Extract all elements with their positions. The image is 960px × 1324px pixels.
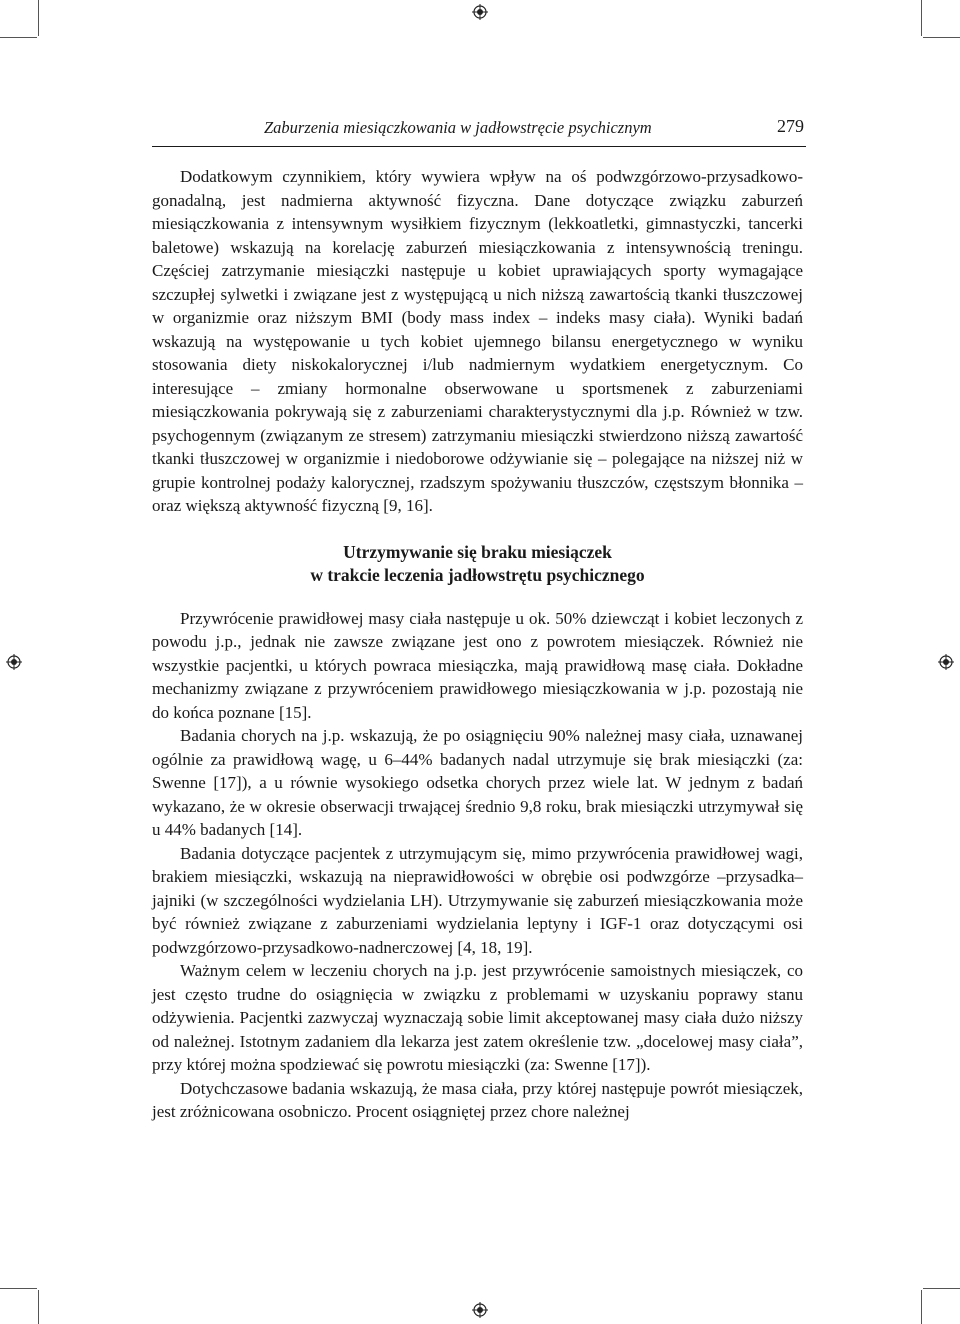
registration-mark-icon — [938, 654, 954, 670]
body-text — [152, 165, 803, 1124]
crop-mark — [38, 1290, 39, 1324]
running-title: Zaburzenia miesiączkowania w jadłowstręcie psychicznym — [264, 118, 652, 137]
crop-mark — [923, 1288, 960, 1289]
paragraph: Przywrócenie prawidłowej masy ciała następuje u ok. 50% dziewcząt i kobiet leczonych z powodu j.p., jednak nie zawsze związane jest ono z powrotem miesiączek. Również nie wszystkie pacjentki, u których powraca miesiączka, mają prawidłową masę ciała. Dokładne mechanizmy związane z przywróceniem prawidłowego miesiączkowania w j.p. pozostają nie do końca poznane [15]. — [152, 608, 803, 722]
page-number: 279 — [777, 116, 804, 136]
paragraph: Ważnym celem w leczeniu chorych na j.p. jest przywrócenie samoistnych miesiączek, co jest często trudne do osiągnięcia w związku z problemami w uzyskaniu poprawy stanu odżywienia. Pacjentki zazwyczaj wyznaczają sobie limit akceptowanej masy ciała dużo niższy od należnej. Istotnym zadaniem dla lekarza jest zatem określenie tzw. „docelowej masy ciała”, przy której można spodziewać się powrotu miesiączki (za: Swenne [17]). — [152, 961, 803, 1074]
crop-mark — [923, 37, 960, 38]
registration-mark-icon — [472, 4, 488, 20]
crop-mark — [921, 1290, 922, 1324]
crop-mark — [0, 37, 37, 38]
crop-mark — [0, 1288, 37, 1289]
section-heading — [152, 541, 803, 587]
paragraph: Badania dotyczące pacjentek z utrzymującym się, mimo przywrócenia prawidłowej wagi, brakiem miesiączki, wskazują na nieprawidłowości w obrębie osi podwzgórze –przysadka–jajniki (w szczególności wydzielania LH). Utrzymywanie się zaburzeń miesiączkowania może być również związane z zaburzeniami wydzielania leptyny i IGF-1 oraz dotyczącymi osi podwzgórzowo-przysadkowo-nadnerczowej [4, 18, 19]. — [152, 843, 803, 957]
section-heading-line: Utrzymywanie się braku miesiączek — [343, 541, 612, 562]
paragraph: Dodatkowym czynnikiem, który wywiera wpływ na oś podwzgórzowo-przysadkowo-gonadalną, jest nadmierna aktywność fizyczna. Dane dotyczące związku zaburzeń miesiączkowania z intensywnym wysiłkiem fizycznym (lekkoatletki, gimnastyczki, tancerki baletowe) wskazują na korelację zaburzeń miesiączkowania z intensywnością treningu. Częściej zatrzymanie miesiączki następuje u kobiet uprawiających sporty wymagające szczupłej sylwetki i związane jest z występującą u nich niższą zawartością tkanki tłuszczowej w organizmie oraz niższym BMI (body mass index – indeks masy ciała). Wyniki badań wskazują na występowanie u tych kobiet ujemnego bilansu energetycznego w wyniku stosowania diety niskokalorycznej i/lub nadmiernym wydatkiem energetycznym. Co interesujące – zmiany hormonalne obserwowane u sportsmenek z zaburzeniami miesiączkowania pokrywają się z zaburzeniami charakterystycznymi dla j.p. Również w tzw. psychogennym (związanym ze stresem) zatrzymaniu miesiączki stwierdzono niższą zawartość tkanki tłuszczowej w organizmie i niedoborowe odżywianie się – polegające na niższej niż w grupie kontrolnej podaży kalorycznej, rzadszym spożywaniu tłuszczów, częstszym błonnika – oraz większą aktywność fizyczną [9, 16]. — [152, 167, 803, 515]
section-heading-line: w trakcie leczenia jadłowstrętu psychicznego — [310, 564, 645, 585]
crop-mark — [921, 0, 922, 36]
crop-mark — [38, 0, 39, 36]
paragraph: Badania chorych na j.p. wskazują, że po osiągnięciu 90% należnej masy ciała, uznawanej ogólnie za prawidłową wagę, u 6–44% badanych nadal utrzymuje się brak miesiączki (za: Swenne [17]), a u równie wysokiego odsetka chorych przez wiele lat. W jednym z badań wykazano, że w okresie obserwacji trwającej średnio 9,8 roku, brak miesiączki utrzymywał się u 44% badanych [14]. — [152, 726, 803, 839]
running-header — [152, 116, 806, 147]
registration-mark-icon — [472, 1302, 488, 1318]
registration-mark-icon — [6, 654, 22, 670]
paragraph: Dotychczasowe badania wskazują, że masa ciała, przy której następuje powrót miesiączek, jest zróżnicowana osobniczo. Procent osiągniętej przez chore należnej — [152, 1078, 803, 1121]
